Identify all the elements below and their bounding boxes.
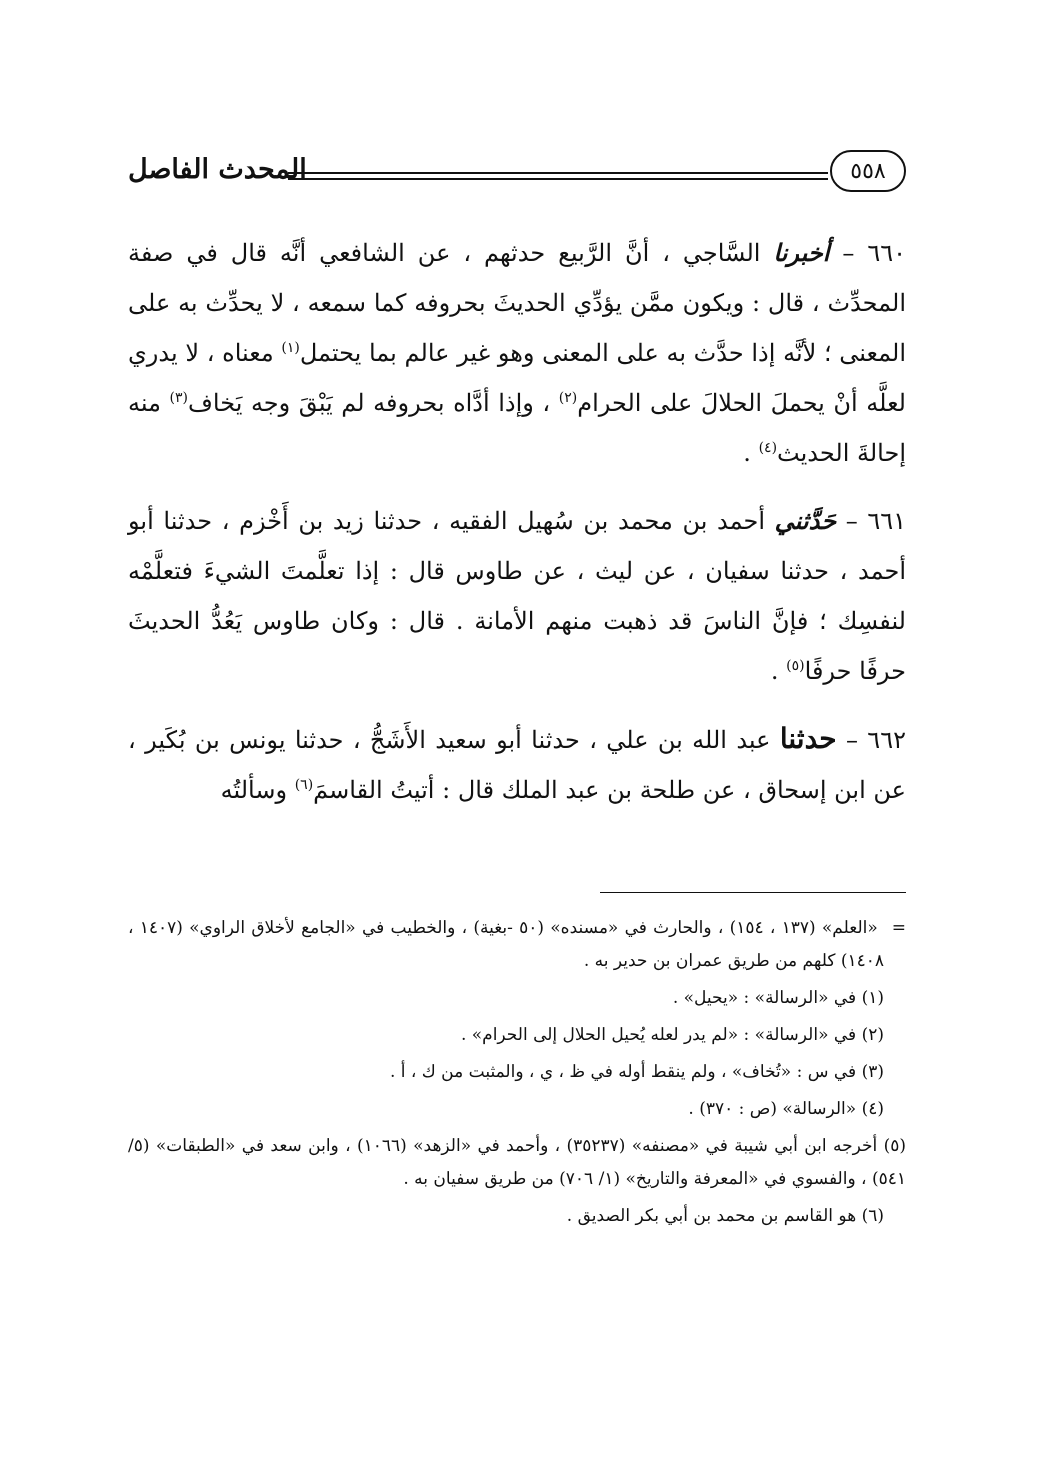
paragraph-text: منه إحالةَ الحديث (128, 389, 906, 467)
continuation-mark: = (891, 918, 906, 938)
footnote-2: (٢) في «الرسالة» : «لم يدر لعله يُحيل الحلال إلى الحرام» . (460, 1025, 884, 1045)
footnote-ref-2: (٢) (558, 390, 578, 406)
paragraph-text: . (743, 439, 751, 467)
hadith-number: ٦٦٠ – (842, 239, 906, 267)
paragraph-text: عبد الله بن علي ، حدثنا أبو سعيد الأَشَجُّ ، حدثنا يونس بن بُكَير ، عن ابن إسحاق ، عن طلحة بن عبد الملك قال : أتيتُ القاسمَ (128, 726, 906, 804)
footnote-ref-5: (٥) (786, 658, 805, 674)
paragraph-text: . (770, 657, 779, 685)
paragraph-text: معناه ، لا يدري لعلَّه أنْ يحملَ الحلالَ على الحرام (128, 339, 906, 417)
hadith-number: ٦٦٢ – (845, 726, 906, 754)
footnote-ref-6: (٦) (294, 777, 314, 793)
footnote-separator (600, 892, 906, 893)
footnote-ref-3: (٣) (169, 390, 189, 406)
main-text (128, 228, 906, 833)
paragraph-text: ، وإذا أدَّاه بحروفه لم يَبْقَ وجه يَخاف (188, 389, 551, 417)
paragraph-661 (128, 496, 906, 696)
footnote-6: (٦) هو القاسم بن محمد بن أبي بكر الصديق . (566, 1206, 884, 1226)
footnote-3: (٣) في س : «تُخاف» ، ولم ينقط أوله في ظ ، ي ، والمثبت من ك ، أ . (389, 1062, 884, 1082)
book-title: المحدث الفاصل (128, 154, 307, 185)
narration-lead: أخبرنا (773, 238, 830, 267)
paragraph-text: أحمد بن محمد بن سُهيل الفقيه ، حدثنا زيد بن أَخْزم ، حدثنا أبو أحمد ، حدثنا سفيان ، عن ليث ، عن طاوس قال : إذا تعلَّمتَ الشيءَ فتعلَّمْه لنفسِك ؛ فإنَّ الناسَ قد ذهبت منهم الأمانة . قال : وكان طاوس يَعُدُّ الحديثَ حرفًا حرفًا (128, 507, 906, 685)
hadith-number: ٦٦١ – (845, 507, 907, 535)
footnote-text: «العلم» (١٣٧ ، ١٥٤) ، والحارث في «مسنده» (٥٠ -بغية) ، والخطيب في «الجامع لأخلاق الراوي» (١٤٠٧ ، ١٤٠٨) كلهم من طريق عمران بن حدير به . (128, 918, 884, 971)
paragraph-text: السَّاجي ، أنَّ الرَّبيع حدثهم ، عن الشافعي أنَّه قال في صفة المحدِّث ، قال : ويكون ممَّن يؤدِّي الحديثَ بحروفه كما سمعه ، لا يحدِّث به على المعنى ؛ لأنَّه إذا حدَّث به على المعنى وهو غير عالم بما يحتمل (128, 239, 906, 367)
footnote-5: (٥) أخرجه ابن أبي شيبة في «مصنفه» (٣٥٢٣٧) ، وأحمد في «الزهد» (١٠٦٦) ، وابن سعد في «الطبقات» (٥/ ٥٤١) ، والفسوي في «المعرفة والتاريخ» (١/ ٧٠٦) من طريق سفيان به . (128, 1136, 906, 1189)
footnote-4: (٤) «الرسالة» (ص : ٣٧٠) . (688, 1099, 884, 1119)
paragraph-text: وسألتُه (220, 776, 288, 804)
narration-lead: حدثنا (779, 722, 837, 755)
footnote-ref-1: (١) (281, 340, 300, 356)
header-double-rule (288, 172, 828, 180)
page-header (128, 150, 906, 202)
footnotes (128, 912, 906, 1237)
page-number-badge (830, 150, 906, 192)
footnote-1: (١) في «الرسالة» : «يحيل» . (672, 988, 884, 1008)
paragraph-660 (128, 228, 906, 478)
narration-lead: حَدَّثني (774, 506, 837, 535)
paragraph-662 (128, 714, 906, 815)
page-number: ٥٥٨ (850, 158, 886, 184)
footnote-continuation (128, 912, 906, 978)
footnote-ref-4: (٤) (758, 440, 778, 456)
